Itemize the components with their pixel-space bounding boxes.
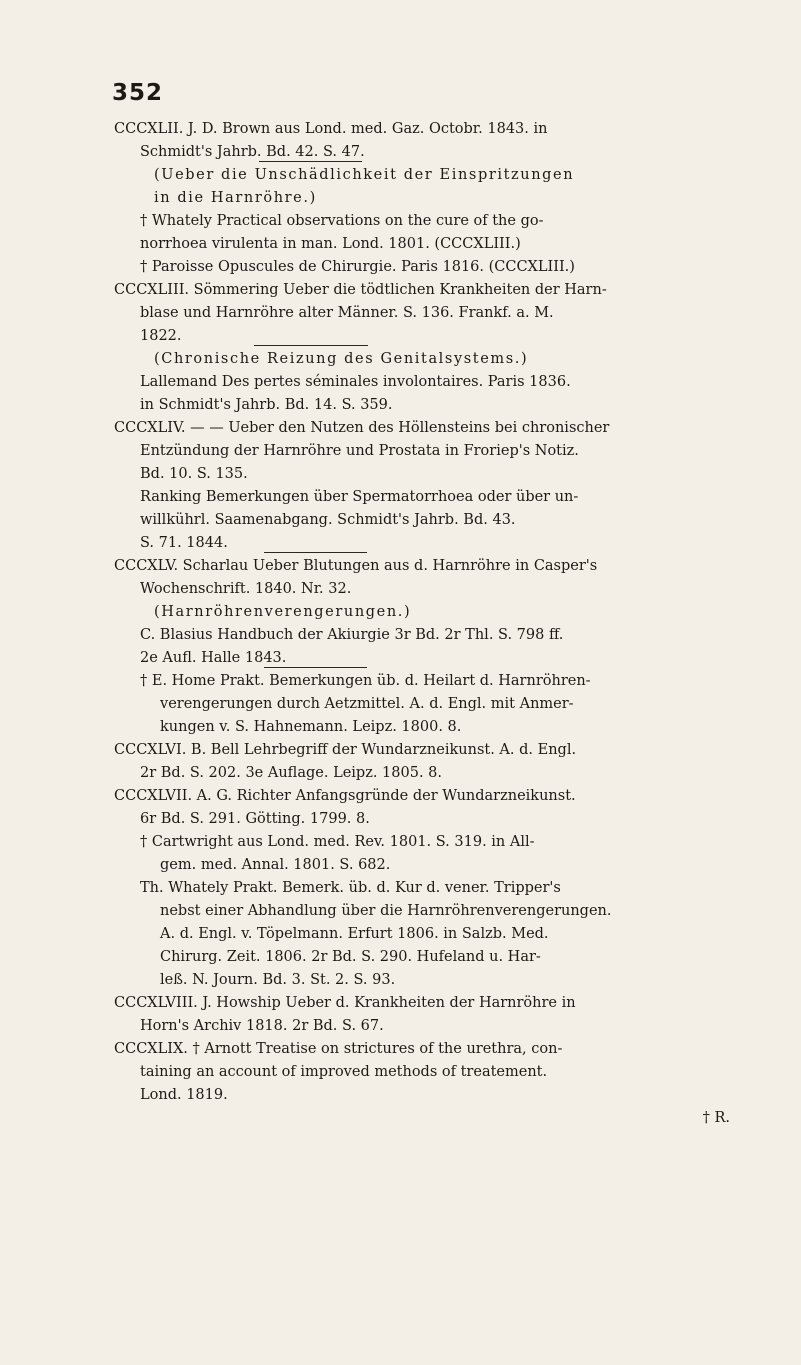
text-line: Th. Whately Prakt. Bemerk. üb. d. Kur d. vener. Tripper's [140,880,561,896]
text-line: 2r Bd. S. 202. 3e Auflage. Leipz. 1805. 8. [140,765,443,781]
text-line: verengerungen durch Aetzmittel. A. d. Engl. mit Anmer- [160,696,574,712]
text-line: CCCXLVI. B. Bell Lehrbegriff der Wundarzneikunst. A. d. Engl. [114,742,577,758]
text-line: norrhoea virulenta in man. Lond. 1801. (CCCXLIII.) [140,236,521,252]
text-line: Wochenschrift. 1840. Nr. 32. [140,581,352,597]
text-line: CCCXLV. Scharlau Ueber Blutungen aus d. Harnröhre in Casper's [114,558,598,574]
text-line: † R. [702,1110,730,1126]
text-line: Lond. 1819. [140,1087,228,1103]
text-line: (Chronische Reizung des Genitalsystems.) [154,351,529,367]
text-line: 6r Bd. S. 291. Götting. 1799. 8. [140,811,370,827]
text-line: 1822. [140,328,182,344]
text-line: taining an account of improved methods of treatement. [140,1064,548,1080]
text-line: (Ueber die Unschädlichkeit der Einspritzungen [154,167,575,183]
text-line: 2e Aufl. Halle 1843. [140,650,287,666]
text-line: CCCXLIX. † Arnott Treatise on strictures of the urethra, con- [114,1041,563,1057]
text-line: in Schmidt's Jahrb. Bd. 14. S. 359. [140,397,393,413]
separator-rule [264,552,367,553]
text-line: S. 71. 1844. [140,535,228,551]
text-line: C. Blasius Handbuch der Akiurgie 3r Bd. 2r Thl. S. 798 ff. [140,627,564,643]
text-line: willkührl. Saamenabgang. Schmidt's Jahrb. Bd. 43. [140,512,516,528]
text-line: † Whately Practical observations on the cure of the go- [140,213,544,229]
text-line: † Cartwright aus Lond. med. Rev. 1801. S. 319. in All- [140,834,535,850]
text-line: A. d. Engl. v. Töpelmann. Erfurt 1806. in Salzb. Med. [160,926,549,942]
text-line: (Harnröhrenverengerungen.) [154,604,412,620]
page-number: 352 [112,80,164,106]
text-line: Horn's Archiv 1818. 2r Bd. S. 67. [140,1018,384,1034]
text-line: CCCXLIV. — — Ueber den Nutzen des Höllensteins bei chronischer [114,420,610,436]
text-line: CCCXLIII. Sömmering Ueber die tödtlichen Krankheiten der Harn- [114,282,607,298]
text-line: Bd. 10. S. 135. [140,466,248,482]
text-line: gem. med. Annal. 1801. S. 682. [160,857,391,873]
text-line: leß. N. Journ. Bd. 3. St. 2. S. 93. [160,972,396,988]
text-line: † Paroisse Opuscules de Chirurgie. Paris 1816. (CCCXLIII.) [140,259,575,275]
text-line: CCCXLVIII. J. Howship Ueber d. Krankheiten der Harnröhre in [114,995,576,1011]
text-line: † E. Home Prakt. Bemerkungen üb. d. Heilart d. Harnröhren- [140,673,591,689]
page-body-text [114,118,734,1130]
text-line: Chirurg. Zeit. 1806. 2r Bd. S. 290. Hufeland u. Har- [160,949,541,965]
text-line: Entzündung der Harnröhre und Prostata in Froriep's Notiz. [140,443,579,459]
text-line: Schmidt's Jahrb. Bd. 42. S. 47. [140,144,365,160]
text-line: in die Harnröhre.) [154,190,317,206]
text-line: CCCXLII. J. D. Brown aus Lond. med. Gaz. Octobr. 1843. in [114,121,548,137]
text-line: kungen v. S. Hahnemann. Leipz. 1800. 8. [160,719,462,735]
text-line: Ranking Bemerkungen über Spermatorrhoea oder über un- [140,489,579,505]
text-line: blase und Harnröhre alter Männer. S. 136. Frankf. a. M. [140,305,554,321]
text-line: nebst einer Abhandlung über die Harnröhrenverengerungen. [160,903,612,919]
text-line: Lallemand Des pertes séminales involontaires. Paris 1836. [140,374,571,390]
separator-rule [254,345,368,346]
text-line: CCCXLVII. A. G. Richter Anfangsgründe der Wundarzneikunst. [114,788,576,804]
